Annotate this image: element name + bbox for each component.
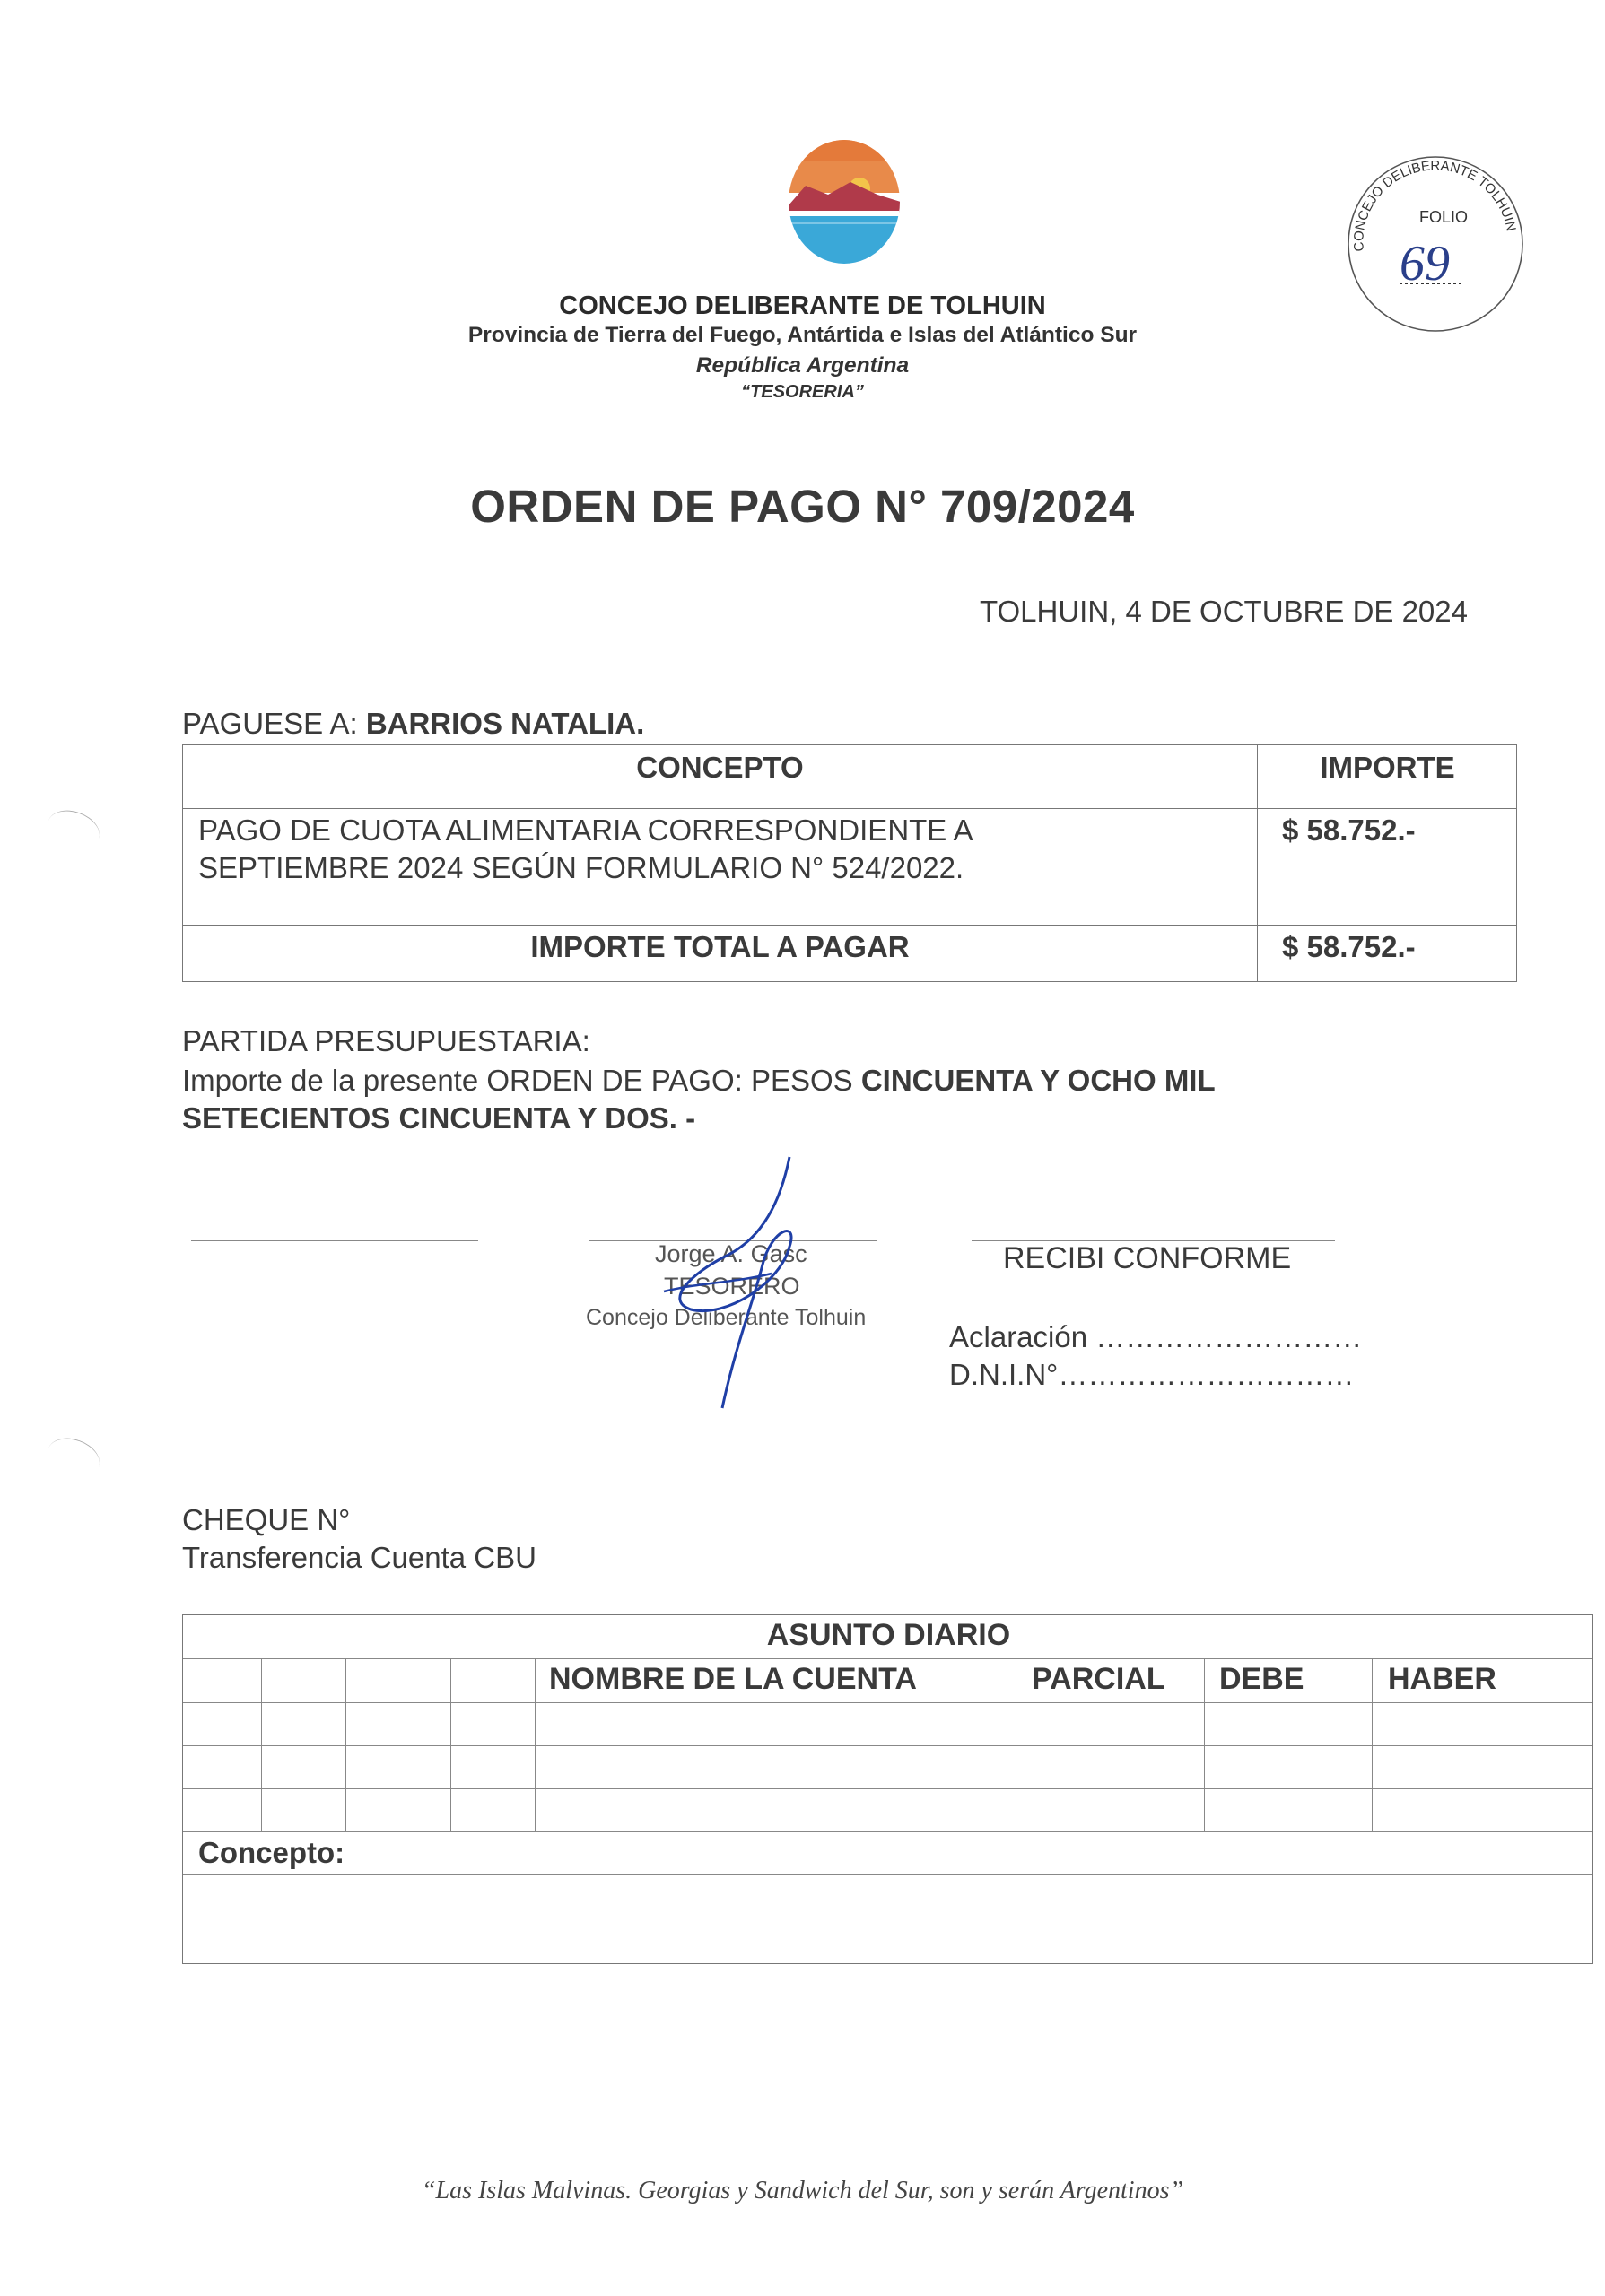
payee-name: BARRIOS NATALIA. xyxy=(365,707,645,740)
signer-name: Jorge A. Gasc xyxy=(655,1240,807,1267)
payment-table xyxy=(182,744,1517,982)
concept-amount: $ 58.752.- xyxy=(1282,813,1416,847)
document-title: ORDEN DE PAGO N° 709/2024 xyxy=(470,481,1135,532)
folio-stamp xyxy=(1337,144,1534,336)
payee-label: PAGUESE A: xyxy=(182,707,358,740)
amount-words-prefix: Importe de la presente ORDEN DE PAGO: PESOS xyxy=(182,1064,861,1097)
org-name: CONCEJO DELIBERANTE DE TOLHUIN xyxy=(559,291,1046,320)
amount-words-2: SETECIENTOS CINCUENTA Y DOS. - xyxy=(182,1101,696,1135)
col-parcial: PARCIAL xyxy=(1032,1662,1165,1696)
amount-in-words xyxy=(182,1062,1438,1137)
signer-role: TESORERO xyxy=(664,1273,800,1300)
signature-line xyxy=(191,1240,478,1241)
cheque-number: CHEQUE N° xyxy=(182,1503,351,1536)
asiento-diario-table xyxy=(182,1614,1593,1964)
org-country: República Argentina xyxy=(695,353,910,378)
col-haber: HABER xyxy=(1388,1662,1496,1696)
total-label: IMPORTE TOTAL A PAGAR xyxy=(530,930,910,963)
date-line: TOLHUIN, 4 DE OCTUBRE DE 2024 xyxy=(979,595,1468,628)
col-concepto-header: CONCEPTO xyxy=(636,751,804,784)
partida-presupuestaria: PARTIDA PRESUPUESTARIA: xyxy=(182,1024,590,1057)
council-logo xyxy=(788,139,901,265)
payee-line xyxy=(182,707,644,741)
handwritten-signature xyxy=(610,1148,843,1417)
concept-line-2: SEPTIEMBRE 2024 SEGÚN FORMULARIO N° 524/2022. xyxy=(198,851,964,884)
transfer-cbu: Transferencia Cuenta CBU xyxy=(182,1541,536,1574)
concepto-label: Concepto: xyxy=(198,1836,345,1869)
org-province: Provincia de Tierra del Fuego, Antártida e Islas del Atlántico Sur xyxy=(467,323,1138,347)
footer-quote: “Las Islas Malvinas. Georgias y Sandwich del Sur, son y serán Argentinos” xyxy=(421,2177,1184,2205)
dni-field: D.N.I.N°………………………… xyxy=(949,1358,1355,1391)
concept-line-1: PAGO DE CUOTA ALIMENTARIA CORRESPONDIENTE A xyxy=(198,813,973,847)
col-debe: DEBE xyxy=(1219,1662,1304,1696)
total-amount: $ 58.752.- xyxy=(1282,930,1416,963)
signer-org: Concejo Deliberante Tolhuin xyxy=(586,1305,867,1330)
org-department: “TESORERIA” xyxy=(741,382,864,402)
punch-hole-mark xyxy=(42,1431,105,1484)
stamp-label: FOLIO xyxy=(1419,208,1469,226)
punch-hole-mark xyxy=(42,804,105,857)
amount-words-1: CINCUENTA Y OCHO MIL xyxy=(860,1064,1216,1097)
col-importe-header: IMPORTE xyxy=(1320,751,1455,784)
asiento-title: ASUNTO DIARIO xyxy=(766,1618,1011,1652)
stamp-ring-text: CONCEJO DELIBERANTE TOLHUIN xyxy=(1351,158,1519,252)
stamp-number: 69 xyxy=(1400,236,1450,291)
aclaracion-field: Aclaración ……………………… xyxy=(949,1320,1363,1353)
recibi-conforme: RECIBI CONFORME xyxy=(1003,1241,1292,1275)
col-nombre-cuenta: NOMBRE DE LA CUENTA xyxy=(549,1662,917,1696)
